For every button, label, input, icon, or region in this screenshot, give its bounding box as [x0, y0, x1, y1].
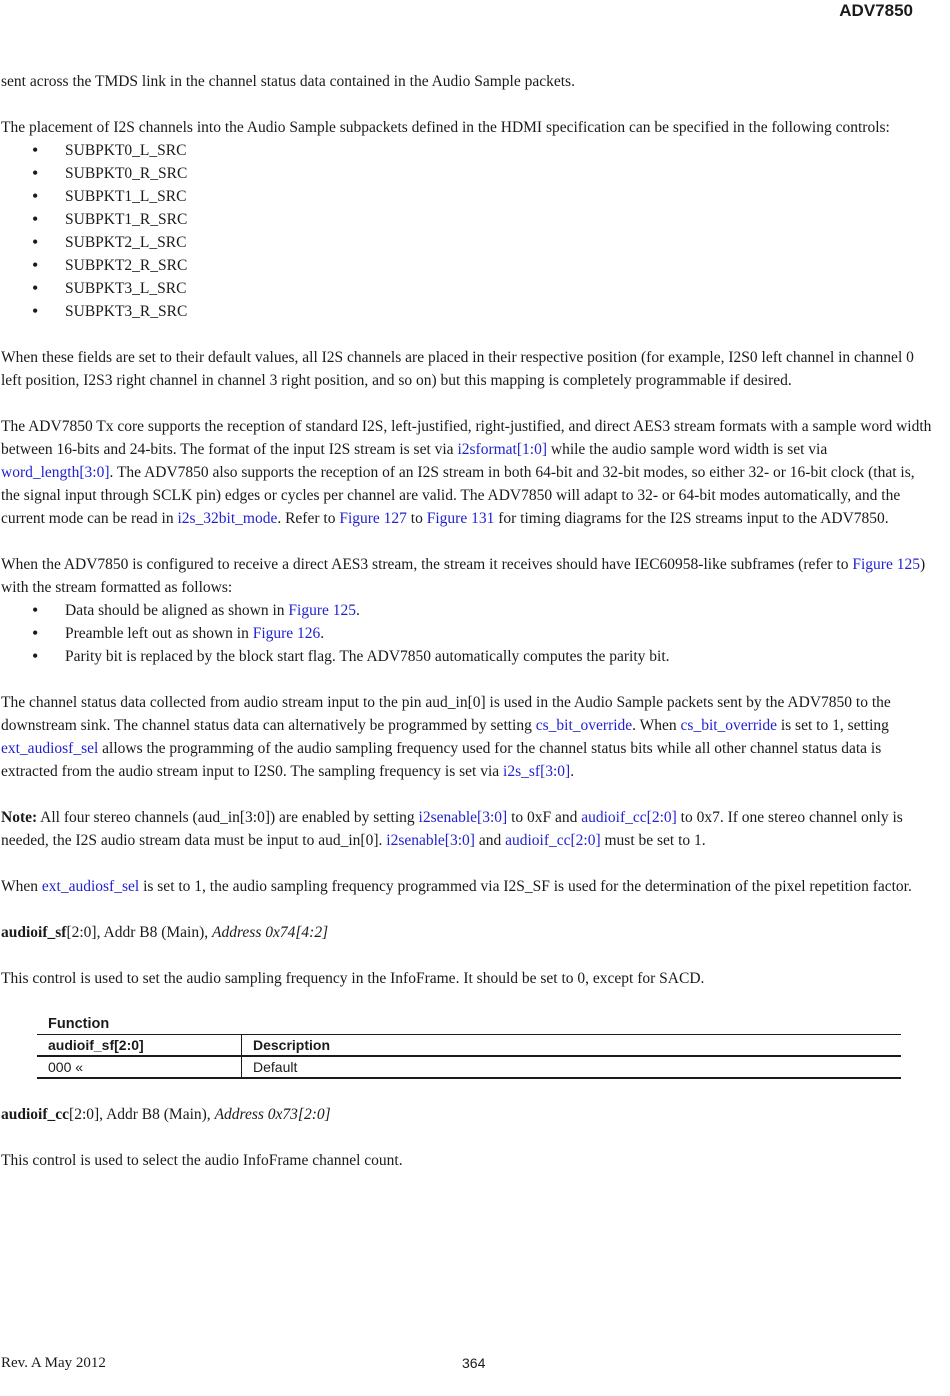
table-cell: 000 « [37, 1056, 242, 1078]
link-ext-audiosf-sel[interactable]: ext_audiosf_sel [1, 740, 99, 757]
link-i2s-32bit-mode[interactable]: i2s_32bit_mode [177, 510, 278, 527]
paragraph-1: sent across the TMDS link in the channel status data contained in the Audio Sample packets. [1, 73, 575, 90]
table-cell: Default [242, 1056, 902, 1078]
text: allows the programming of the audio sampling frequency used for the channel status bits while all other channel status data is extracted from the audio stream input to I2S0. The sampling frequency is set via [1, 740, 882, 780]
page-number: 364 [462, 1355, 486, 1371]
register-bits: [2:0] [69, 1106, 100, 1123]
aes3-format-list [1, 599, 936, 668]
register-heading-audioif-cc [1, 1103, 936, 1126]
link-audioif-cc[interactable]: audioif_cc[2:0] [505, 832, 601, 849]
text: . [320, 625, 325, 642]
list-item: • SUBPKT2_R_SRC [1, 254, 936, 277]
text: to 0xF and [507, 809, 582, 826]
link-ext-audiosf-sel[interactable]: ext_audiosf_sel [41, 878, 140, 895]
list-item: • SUBPKT0_L_SRC [1, 139, 936, 162]
link-cs-bit-override[interactable]: cs_bit_override [680, 717, 777, 734]
link-i2senable[interactable]: i2senable[3:0] [386, 832, 475, 849]
text: Data should be aligned as shown in [65, 602, 289, 619]
list-item: • SUBPKT1_L_SRC [1, 185, 936, 208]
text: . [570, 763, 575, 780]
text: . Refer to [277, 510, 340, 527]
text: All four stereo channels (aud_in[3:0]) are enabled by setting [37, 809, 419, 826]
text: to 0x7. If one stereo channel only is needed, the I2S audio stream data must be input to aud_in[0]. [1, 809, 903, 849]
register-addr: , Addr B8 (Main), [99, 1106, 215, 1123]
register-name: audioif_sf [1, 924, 67, 941]
link-figure-126[interactable]: Figure 126 [252, 625, 321, 642]
text: must be set to 1. [600, 832, 706, 849]
link-figure-125[interactable]: Figure 125 [852, 556, 920, 573]
list-item: • SUBPKT3_R_SRC [1, 300, 936, 323]
note-paragraph [1, 806, 936, 852]
text: When the ADV7850 is configured to receive a direct AES3 stream, the stream it receives should have IEC60958-like subframes (refer to [1, 556, 853, 573]
link-i2senable[interactable]: i2senable[3:0] [418, 809, 508, 826]
list-item: • SUBPKT3_L_SRC [1, 277, 936, 300]
list-item: • SUBPKT1_R_SRC [1, 208, 936, 231]
paragraph-4 [1, 415, 936, 530]
link-audioif-cc[interactable]: audioif_cc[2:0] [581, 809, 677, 826]
register-description: This control is used to set the audio sampling frequency in the InfoFrame. It should be set to 0, except for SACD. [1, 970, 705, 987]
list-item: • SUBPKT2_L_SRC [1, 231, 936, 254]
text: to [406, 510, 427, 527]
text: . The ADV7850 also supports the reception of an I2S stream in both 64-bit and 32-bit modes, so either 32- or 16-bit clock (that is, the signal input through SCLK pin) edges or cycles per channel are valid. The ADV7850 will adapt to 32- or 64-bit modes automatically, and the current mode can be read in [1, 464, 915, 527]
list-item [1, 622, 936, 645]
footer-revision: Rev. A May 2012 [1, 1355, 106, 1371]
text: The channel status data collected from audio stream input to the pin aud_in[0] is used in the Audio Sample packets sent by the ADV7850 to the downstream sink. The channel status data can alternatively be programmed by setting [1, 694, 891, 734]
list-item: • Parity bit is replaced by the block start flag. The ADV7850 automatically computes the parity bit. [1, 645, 936, 668]
header-title: ADV7850 [839, 1, 913, 20]
register-address: Address 0x74[4:2] [212, 924, 329, 941]
text: . [356, 602, 360, 619]
table-header-row [37, 1035, 901, 1057]
note-label: Note: [1, 809, 38, 826]
link-figure-125[interactable]: Figure 125 [288, 602, 357, 619]
text: . When [632, 717, 681, 734]
table-row [37, 1056, 901, 1078]
text: ) with the stream formatted as follows: [1, 556, 926, 596]
text: while the audio sample word width is set via [547, 441, 828, 458]
register-addr: , Addr B8 (Main), [96, 924, 212, 941]
link-figure-131[interactable]: Figure 131 [426, 510, 495, 527]
register-description: This control is used to select the audio InfoFrame channel count. [1, 1152, 403, 1169]
subpacket-list [1, 139, 936, 323]
text: is set to 1, the audio sampling frequency programmed via I2S_SF is used for the determination of the pixel repetition factor. [139, 878, 912, 895]
register-bits: [2:0] [66, 924, 97, 941]
paragraph-2: The placement of I2S channels into the Audio Sample subpackets defined in the HDMI specification can be specified in the following controls: [1, 119, 890, 136]
link-figure-127[interactable]: Figure 127 [339, 510, 407, 527]
link-i2s-sf[interactable]: i2s_sf[3:0] [503, 763, 571, 780]
table-header: audioif_sf[2:0] [37, 1035, 242, 1057]
register-address: Address 0x73[2:0] [214, 1106, 331, 1123]
register-name: audioif_cc [1, 1106, 70, 1123]
text: for timing diagrams for the I2S streams input to the ADV7850. [494, 510, 889, 527]
register-heading-audioif-sf [1, 921, 936, 944]
text: The ADV7850 Tx core supports the reception of standard I2S, left-justified, right-justified, and direct AES3 stream formats with a sample word width between 16-bits and 24-bits. The format of the input I2S stream is set via [1, 418, 932, 458]
link-word-length[interactable]: word_length[3:0] [1, 464, 110, 481]
table-header: Description [242, 1035, 902, 1057]
text: Preamble left out as shown in [65, 625, 253, 642]
link-cs-bit-override[interactable]: cs_bit_override [535, 717, 633, 734]
list-item [1, 599, 936, 622]
paragraph-3: When these fields are set to their default values, all I2S channels are placed in their respective position (for example, I2S0 left channel in channel 0 left position, I2S3 right channel in channel 3 right position, and so on) but this mapping is completely programmable if desired. [1, 349, 914, 389]
text: and [474, 832, 506, 849]
paragraph-6 [1, 691, 936, 783]
link-i2sformat[interactable]: i2sformat[1:0] [457, 441, 547, 458]
paragraph-5 [1, 553, 936, 599]
paragraph-7 [1, 875, 936, 898]
list-item: • SUBPKT0_R_SRC [1, 162, 936, 185]
document-body [1, 70, 936, 1195]
function-table [37, 1014, 901, 1079]
text: is set to 1, setting [776, 717, 889, 734]
table-caption: Function [48, 1016, 110, 1032]
text: When [1, 878, 42, 895]
